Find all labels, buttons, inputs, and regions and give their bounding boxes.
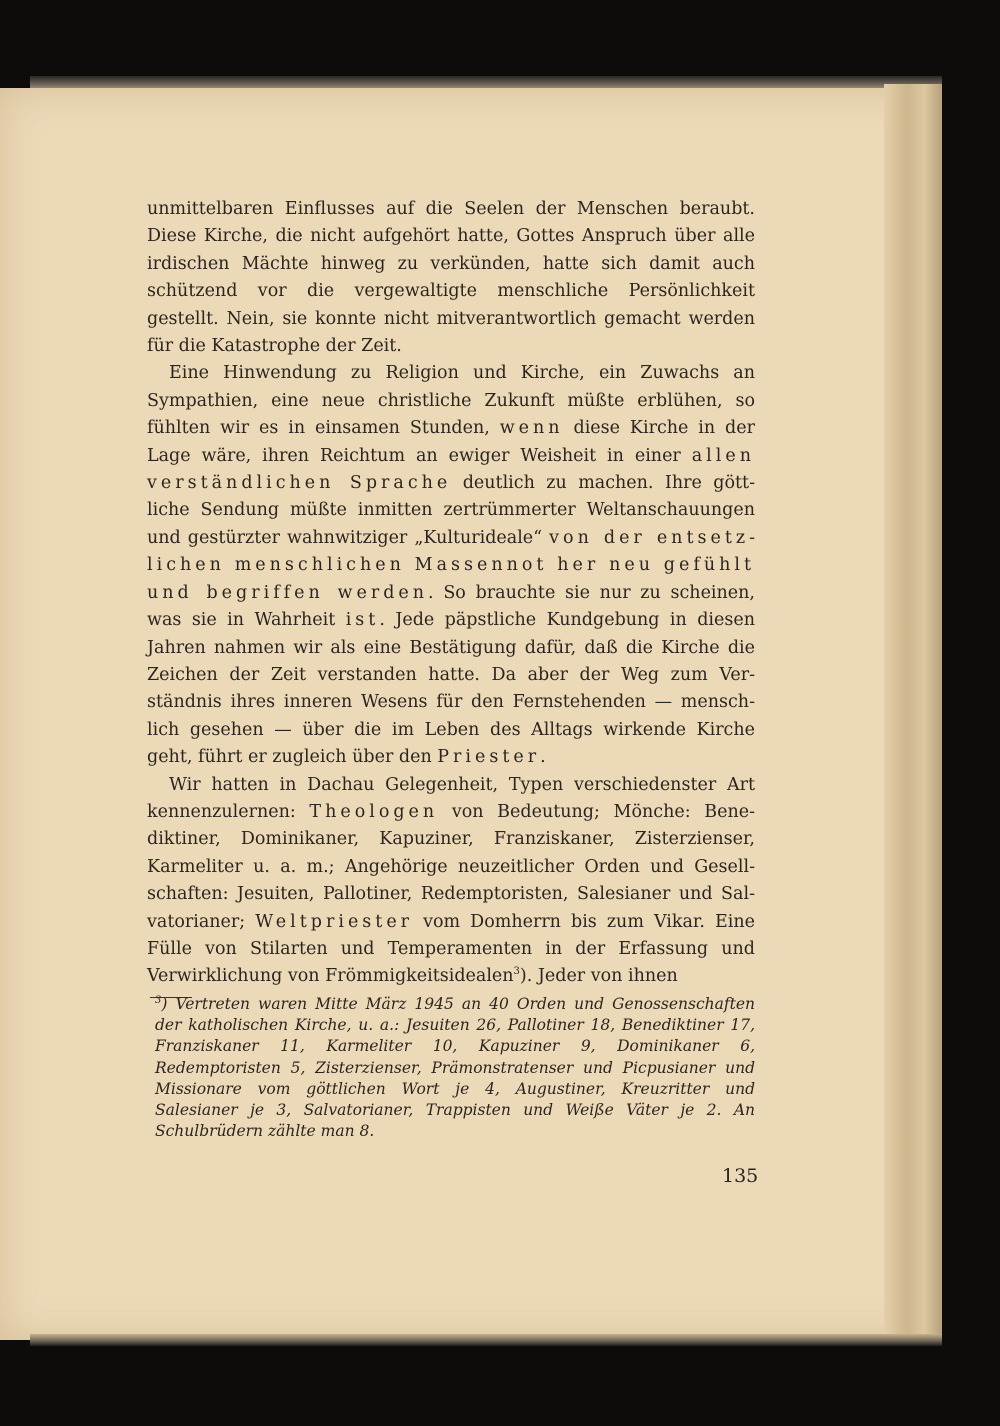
text-run: . Jede päpstliche Kundgebung in diesen Jahren nahmen wir als eine Bestätigung dafür, daß die Kirche die Zeichen der Zeit verstanden hatte. Da aber der Weg zum Verständnis ihres inneren Wesens für den Fernstehenden — menschlich gesehen — über die im Leben des Alltags wirkende Kirche geht, führt er zugleich über den bbox=[147, 610, 755, 768]
text-run: Wir hatten in Dachau Gelegenheit, Typen verschiedenster Art kennenzulernen: bbox=[147, 774, 755, 822]
page-number: 135 bbox=[722, 1165, 759, 1187]
text-run: diese Kirche in der Lage wäre, ihren Reichtum an ewiger Weisheit in einer bbox=[147, 418, 755, 466]
spaced-emphasis: Weltpriester bbox=[255, 911, 414, 932]
paragraph-3 bbox=[147, 772, 755, 991]
text-run: von Bedeutung; Mönche: Benediktiner, Dominikaner, Kapuziner, Franziskaner, Zisterzienser, Karmeliter u. a. m.; Angehörige neuzeitlicher Orden und Gesellschaften: Jesuiten, Pallotiner, Redemptoristen, Salesianer und Salvatorianer; bbox=[147, 801, 756, 932]
footnote-reference: 3 bbox=[513, 966, 520, 978]
footnote-text: ) Vertreten waren Mitte März 1945 an 40 Orden und Genossenschaften der katholischen Kirche, u. a.: Jesuiten 26, Pallotiner 18, Benediktiner 17, Franziskaner 11, Karmeliter 10, Kapuziner 9, Dominikaner 6, Redemptoristen 5, Zisterzienser, Prämonstratenser und Picpusianer und Missionare vom göttlichen Wort je 4, Augustiner, Kreuzritter und Salesianer je 3, Salvatorianer, Trappisten und Weiße Väter je 2. An Schulbrüdern zählte man 8. bbox=[155, 995, 755, 1141]
text-run: Eine Hinwendung zu Religion und Kirche, ein Zuwachs an Sympathien, eine neue christliche Zukunft müßte erblühen, so fühlten wir es in einsamen Stunden, bbox=[147, 363, 755, 439]
spaced-emphasis: von der entsetzlichen menschlichen Massennot her neu gefühlt und begriffen werden bbox=[147, 527, 755, 603]
book-page-stack-edge bbox=[884, 84, 942, 1340]
book-bottom-edge bbox=[30, 1334, 942, 1346]
footnote bbox=[155, 994, 755, 1142]
main-text bbox=[147, 196, 755, 991]
text-run: deutlich zu machen. Ihre göttliche Sendung müßte inmitten zertrümmerter Weltanschauungen und gestürzter wahnwitziger „Kulturideale“ bbox=[147, 473, 755, 548]
text-run: ). Jeder von ihnen bbox=[519, 966, 678, 987]
text-run: . So brauchte sie nur zu scheinen, was sie in Wahrheit bbox=[147, 582, 755, 631]
spaced-emphasis: Priester bbox=[437, 747, 541, 768]
text-run: . bbox=[540, 747, 546, 768]
paragraph-2 bbox=[147, 360, 755, 771]
text-run: vom Domherrn bis zum Vikar. Eine Fülle von Stilarten und Temperamenten in der Erfassung und Verwirklichung von Frömmigkeitsidealen bbox=[147, 911, 755, 987]
footnote-marker: 3 bbox=[155, 994, 162, 1006]
spaced-emphasis: allen verständlichen Sprache bbox=[147, 445, 755, 494]
spaced-emphasis: wenn bbox=[499, 418, 564, 439]
spaced-emphasis: ist bbox=[345, 610, 380, 631]
spaced-emphasis: Theologen bbox=[309, 801, 439, 822]
paragraph-1: unmittelbaren Einflusses auf die Seelen der Menschen beraubt. Diese Kirche, die nicht aufgehört hatte, Gottes Anspruch über alle irdischen Mächte hinweg zu verkünden, hatte sich damit auch schützend vor die vergewaltigte menschliche Persönlichkeit gestellt. Nein, sie konnte nicht mitverantwortlich gemacht werden für die Katastrophe der Zeit. bbox=[147, 199, 755, 357]
